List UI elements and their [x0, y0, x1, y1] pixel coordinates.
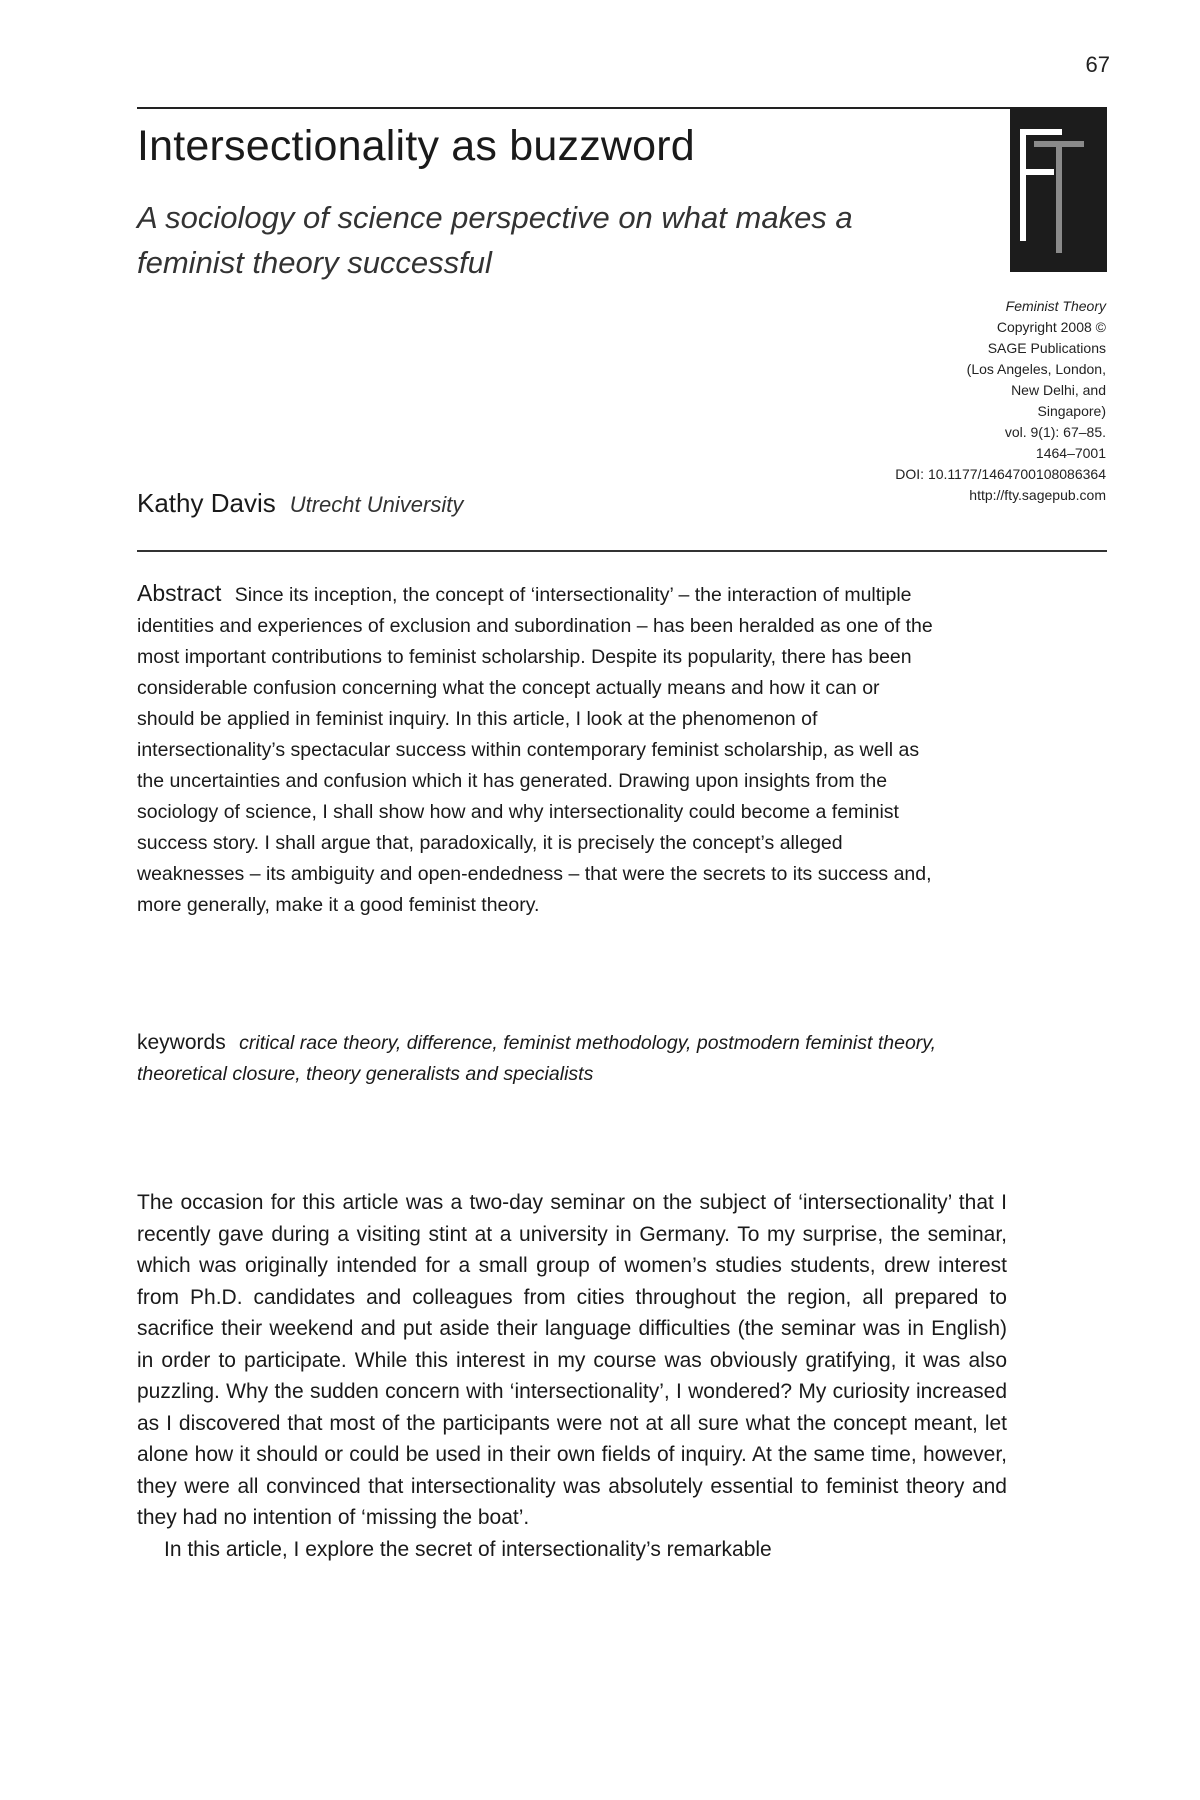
- article-body: [137, 1187, 1007, 1565]
- issn-line: 1464–7001: [1035, 445, 1106, 461]
- header-divider: [137, 550, 1107, 552]
- page-number: 67: [1085, 52, 1110, 77]
- keywords-terms: critical race theory, difference, feminist methodology, postmodern feminist theory, theoretical closure, theory generalists and specialists: [137, 1032, 937, 1085]
- journal-name: Feminist Theory: [1005, 298, 1106, 314]
- abstract: [137, 578, 937, 921]
- keywords-label: keywords: [137, 1031, 226, 1054]
- abstract-text: Since its inception, the concept of ‘intersectionality’ – the interaction of multiple identities and experiences of exclusion and subordination – has been heralded as one of the most important contributions to feminist scholarship. Despite its popularity, there has been considerable confusion concerning what the concept actually means and how it can or should be applied in feminist inquiry. In this article, I look at the phenomenon of intersectionality’s spectacular success within contemporary feminist scholarship, as well as the uncertainties and confusion which it has generated. Drawing upon insights from the sociology of science, I shall show how and why intersectionality could become a feminist success story. I shall argue that, paradoxically, it is precisely the concept’s alleged weaknesses – its ambiguity and open-endedness – that were the secrets to its success and, more generally, make it a good feminist theory.: [137, 584, 933, 916]
- keywords: [137, 1027, 937, 1090]
- publisher-line: SAGE Publications: [987, 340, 1106, 356]
- author-affiliation: Utrecht University: [289, 492, 464, 517]
- abstract-label: Abstract: [137, 580, 222, 606]
- locations-line: (Los Angeles, London,: [966, 361, 1106, 377]
- copyright-line: Copyright 2008 ©: [996, 319, 1106, 335]
- locations-line: New Delhi, and: [1011, 382, 1106, 398]
- locations-line: Singapore): [1037, 403, 1106, 419]
- body-paragraph: In this article, I explore the secret of intersectionality’s remarkable: [164, 1537, 772, 1561]
- volume-line: vol. 9(1): 67–85.: [1004, 424, 1106, 440]
- body-paragraph: The occasion for this article was a two-day seminar on the subject of ‘intersectionality’ that I recently gave during a visiting stint at a university in Germany. To my surprise, the seminar, which was originally intended for a small group of women’s studies students, drew interest from Ph.D. candidates and colleagues from cities throughout the region, all prepared to sacrifice their weekend and put aside their language difficulties (the seminar was in English) in order to participate. While this interest in my course was obviously gratifying, it was also puzzling. Why the sudden concern with ‘intersectionality’, I wondered? My curiosity increased as I discovered that most of the participants were not at all sure what the concept meant, let alone how it should or could be used in their own fields of inquiry. At the same time, however, they were all convinced that intersectionality was absolutely essential to feminist theory and they had no intention of ‘missing the boat’.: [137, 1191, 1007, 1529]
- journal-info: [820, 296, 1106, 506]
- doi-line: DOI: 10.1177/1464700108086364: [895, 466, 1106, 482]
- journal-logo: [1010, 107, 1107, 272]
- article-title: Intersectionality as buzzword: [137, 122, 695, 170]
- author-line: [137, 488, 757, 519]
- article-subtitle: A sociology of science perspective on what makes a feminist theory successful: [137, 200, 853, 280]
- journal-url[interactable]: http://fty.sagepub.com: [969, 487, 1106, 503]
- author-name: Kathy Davis: [137, 488, 276, 518]
- top-rule: [137, 107, 1010, 109]
